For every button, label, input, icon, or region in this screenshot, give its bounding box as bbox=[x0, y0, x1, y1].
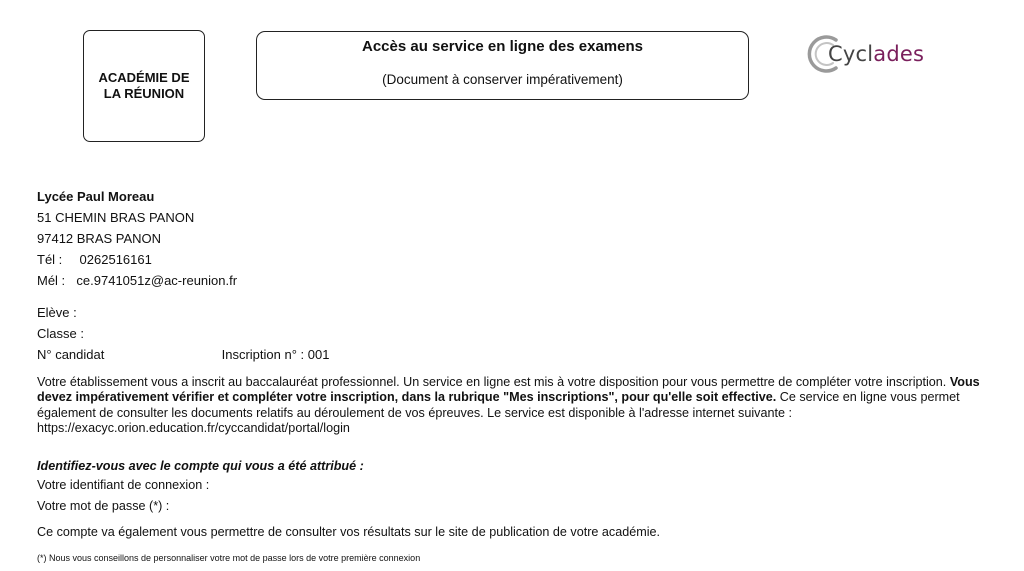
academy-line-1: ACADÉMIE DE bbox=[98, 70, 190, 85]
school-mail bbox=[37, 273, 237, 289]
candidat-label: N° candidat bbox=[37, 347, 105, 362]
intro-text-start: Votre établissement vous a inscrit au baccalauréat professionnel. Un service en ligne est mis à votre disposition pour vous permettre de compléter votre inscription. bbox=[37, 375, 950, 389]
candidate-row bbox=[37, 347, 329, 363]
intro-text-end: Ce service en ligne vous permet également de consulter les documents relatifs au déroulement de vos épreuves. Le service est disponible à l'adresse internet suivante : bbox=[37, 390, 960, 420]
intro-text-bold: Vous devez impérativement vérifier et compléter votre inscription, dans la rubrique "Mes inscriptions", pour qu'elle soit effective. bbox=[37, 375, 980, 405]
logo-text bbox=[828, 42, 924, 66]
password-row bbox=[37, 498, 169, 514]
mail-value: ce.9741051z@ac-reunion.fr bbox=[76, 273, 238, 288]
eleve-label: Elève : bbox=[37, 305, 77, 320]
login-label: Votre identifiant de connexion : bbox=[37, 478, 210, 492]
student-class-row bbox=[37, 326, 84, 342]
student-name-row bbox=[37, 305, 77, 321]
phone-label: Tél : bbox=[37, 252, 63, 267]
academy-box bbox=[83, 30, 205, 142]
title-box bbox=[256, 31, 749, 100]
document-title: Accès au service en ligne des examens bbox=[362, 38, 643, 55]
password-label: Votre mot de passe (*) : bbox=[37, 499, 170, 513]
results-text: Ce compte va également vous permettre de consulter vos résultats sur le site de publication de votre académie. bbox=[37, 525, 661, 539]
logo-text-accent: ades bbox=[873, 42, 925, 66]
academy-line-2: LA RÉUNION bbox=[103, 86, 185, 101]
identify-heading: Identifiez-vous avec le compte qui vous a été attribué : bbox=[37, 459, 364, 473]
mail-label: Mél : bbox=[37, 273, 66, 288]
redacted-candidate-number bbox=[108, 349, 218, 359]
intro-paragraph bbox=[37, 375, 1003, 436]
inscription-label: Inscription n° : 001 bbox=[221, 347, 330, 362]
login-row bbox=[37, 477, 209, 493]
cyclades-logo bbox=[806, 34, 925, 74]
footnote: (*) Nous vous conseillons de personnaliser votre mot de passe lors de votre première connexion bbox=[37, 553, 421, 563]
service-url: https://exacyc.orion.education.fr/cyccandidat/portal/login bbox=[37, 420, 350, 435]
logo-text-main: Cycl bbox=[828, 42, 874, 66]
classe-label: Classe : bbox=[37, 326, 84, 341]
school-address-2: 97412 BRAS PANON bbox=[37, 231, 162, 246]
school-address-1: 51 CHEMIN BRAS PANON bbox=[37, 210, 195, 225]
document-subtitle: (Document à conserver impérativement) bbox=[382, 72, 623, 87]
phone-value: 0262516161 bbox=[79, 252, 152, 267]
school-name: Lycée Paul Moreau bbox=[37, 189, 155, 204]
school-phone bbox=[37, 252, 152, 268]
